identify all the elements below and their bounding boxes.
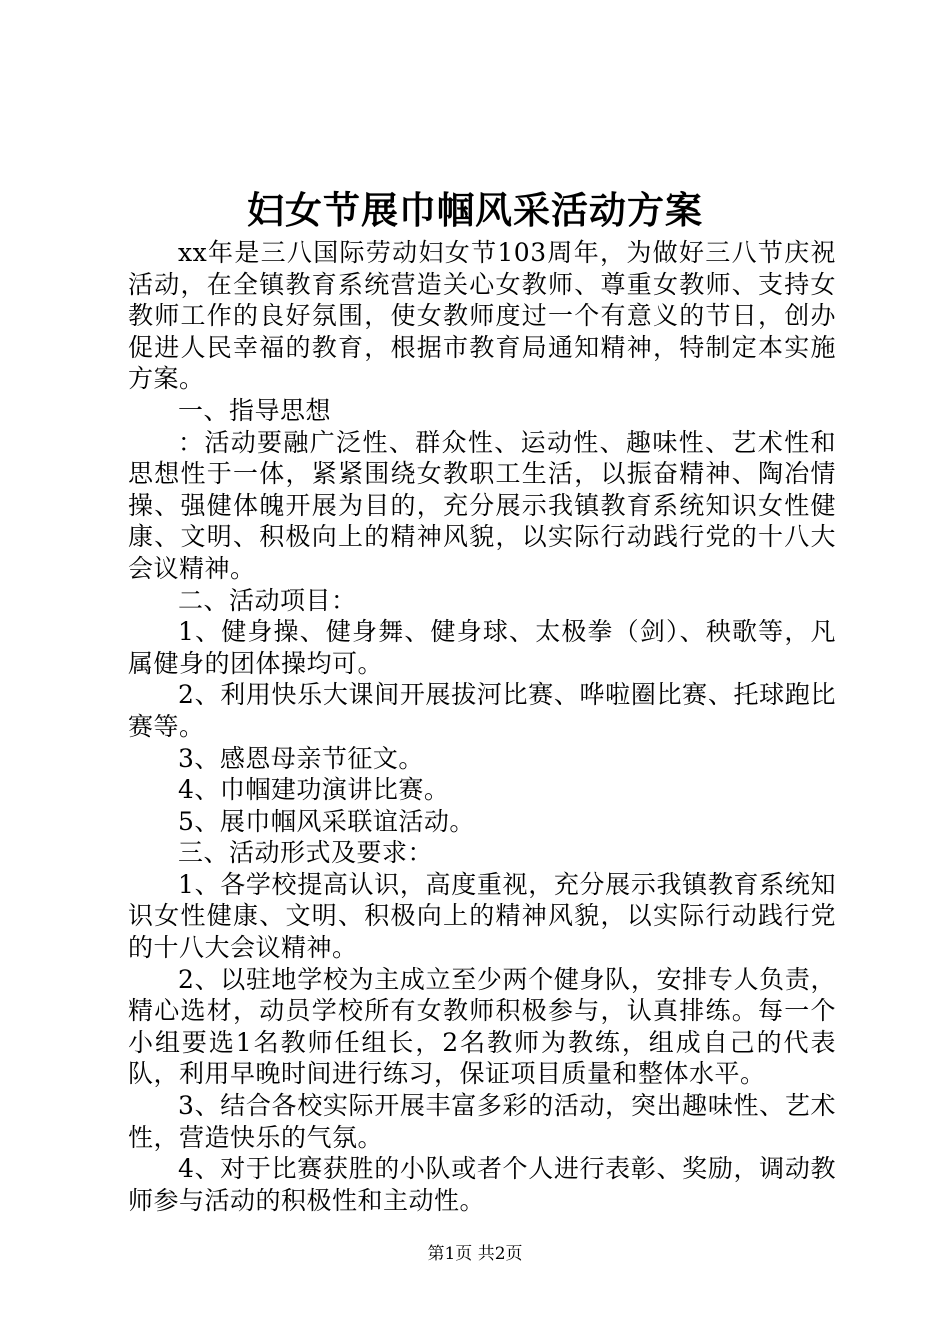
paragraph-intro: xx年是三八国际劳动妇女节103周年，为做好三八节庆祝活动，在全镇教育系统营造关心女教师、尊重女教师、支持女教师工作的良好氛围，使女教师度过一个有意义的节日，创办促进人民幸福的教育，根据市教育局通知精神，特制定本实施方案。 <box>128 238 836 394</box>
list-item-requirement-2: 2、以驻地学校为主成立至少两个健身队，安排专人负责，精心选材，动员学校所有女教师积极参与，认真排练。每一个小组要选1名教师任组长，2名教师为教练，组成自己的代表队，利用早晚时间进行练习，保证项目质量和整体水平。 <box>128 964 836 1089</box>
list-item-requirement-4: 4、对于比赛获胜的小队或者个人进行表彰、奖励，调动教师参与活动的积极性和主动性。 <box>128 1154 836 1215</box>
list-item-activity-4: 4、巾帼建功演讲比赛。 <box>178 775 450 805</box>
document-title: 妇女节展巾帼风采活动方案 <box>247 188 703 232</box>
document-body <box>128 237 836 1216</box>
section-heading-guiding-idea: 一、指导思想 <box>178 395 332 425</box>
list-item-activity-2: 2、利用快乐大课间开展拔河比赛、哗啦圈比赛、托球跑比赛等。 <box>128 680 836 741</box>
section-heading-activity-items: 二、活动项目： <box>178 585 357 615</box>
list-item-requirement-1: 1、各学校提高认识，高度重视，充分展示我镇教育系统知识女性健康、文明、积极向上的精神风貌，以实际行动践行党的十八大会议精神。 <box>128 869 836 963</box>
page-footer: 第1页 共2页 <box>427 1244 523 1264</box>
list-item-activity-5: 5、展巾帼风采联谊活动。 <box>178 806 475 836</box>
section-heading-form-requirements: 三、活动形式及要求： <box>178 838 434 868</box>
list-item-activity-1: 1、健身操、健身舞、健身球、太极拳（剑）、秧歌等，凡属健身的团体操均可。 <box>128 617 836 678</box>
paragraph-guiding-idea: ：活动要融广泛性、群众性、运动性、趣味性、艺术性和思想性于一体，紧紧围绕女教职工生活，以振奋精神、陶冶情操、强健体魄开展为目的，充分展示我镇教育系统知识女性健康、文明、积极向上的精神风貌，以实际行动践行党的十八大会议精神。 <box>128 427 836 583</box>
list-item-requirement-3: 3、结合各校实际开展丰富多彩的活动，突出趣味性、艺术性，营造快乐的气氛。 <box>128 1091 836 1152</box>
list-item-activity-3: 3、感恩母亲节征文。 <box>178 743 424 773</box>
